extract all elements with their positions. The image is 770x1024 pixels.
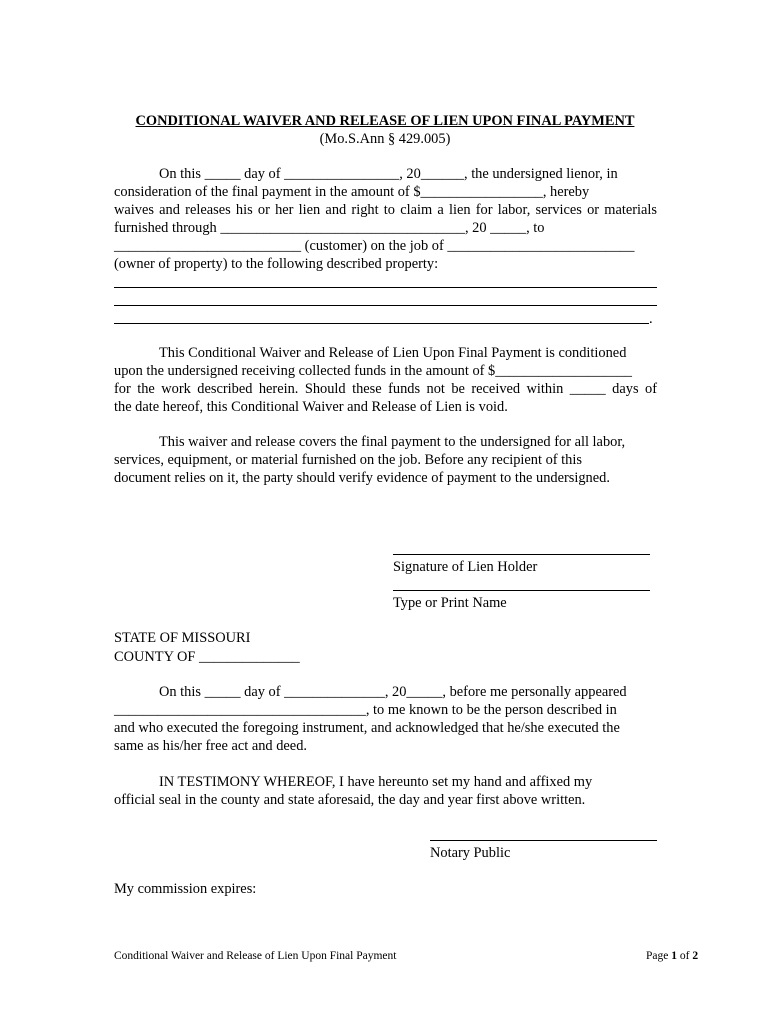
p4-line-3: and who executed the foregoing instrument, and acknowledged that he/she executed the xyxy=(114,720,620,736)
print-name-line xyxy=(393,590,650,591)
p2-line-4: the date hereof, this Conditional Waiver and Release of Lien is void. xyxy=(114,399,508,415)
p1-line-6: (owner of property) to the following described property: xyxy=(114,256,439,272)
footer-document-title: Conditional Waiver and Release of Lien Upon Final Payment xyxy=(114,950,397,962)
p3-line-1: This waiver and release covers the final payment to the undersigned for all labor, xyxy=(159,434,626,450)
p2-line-3: for the work described herein. Should these funds not be received within _____ days of xyxy=(114,381,657,397)
p1-line-1: On this _____ day of ________________, 20______, the undersigned lienor, in xyxy=(159,166,618,182)
p5-line-1: IN TESTIMONY WHEREOF, I have hereunto set my hand and affixed my xyxy=(159,774,593,790)
property-line-3 xyxy=(114,323,649,324)
p4-line-1: On this _____ day of ______________, 20_____, before me personally appeared xyxy=(159,684,627,700)
notary-label: Notary Public xyxy=(430,845,511,861)
property-line-2 xyxy=(114,305,657,306)
commission-expires-label: My commission expires: xyxy=(114,881,257,897)
property-line-1 xyxy=(114,287,657,288)
page-prefix: Page xyxy=(646,950,672,962)
page-separator: of xyxy=(676,950,693,962)
p3-line-3: document relies on it, the party should verify evidence of payment to the undersigned. xyxy=(114,470,610,486)
p4-line-4: same as his/her free act and deed. xyxy=(114,738,307,754)
property-period: . xyxy=(649,311,653,327)
notary-signature-line xyxy=(430,840,657,841)
print-name-label: Type or Print Name xyxy=(393,595,507,611)
lien-holder-signature-line xyxy=(393,554,650,555)
p4-line-2: ___________________________________, to me known to be the person described in xyxy=(114,702,617,718)
p1-line-2: consideration of the final payment in the amount of $_________________, hereby xyxy=(114,184,590,200)
p5-line-2: official seal in the county and state aforesaid, the day and year first above written. xyxy=(114,792,586,808)
p1-line-5: __________________________ (customer) on the job of __________________________ xyxy=(114,238,635,254)
signature-label: Signature of Lien Holder xyxy=(393,559,538,575)
statute-reference: (Mo.S.Ann § 429.005) xyxy=(319,131,451,147)
p3-line-2: services, equipment, or material furnished on the job. Before any recipient of this xyxy=(114,452,582,468)
page-number xyxy=(646,948,698,964)
p1-line-3: waives and releases his or her lien and right to claim a lien for labor, services or materials xyxy=(114,202,657,218)
current-page: 1 xyxy=(671,950,677,962)
state-line: STATE OF MISSOURI xyxy=(114,630,251,646)
total-pages: 2 xyxy=(692,950,699,962)
p2-line-1: This Conditional Waiver and Release of Lien Upon Final Payment is conditioned xyxy=(159,345,627,361)
document-title: CONDITIONAL WAIVER AND RELEASE OF LIEN UPON FINAL PAYMENT xyxy=(135,113,635,129)
p1-line-4: furnished through __________________________________, 20 _____, to xyxy=(114,220,545,236)
county-line: COUNTY OF ______________ xyxy=(114,649,300,665)
p2-line-2: upon the undersigned receiving collected funds in the amount of $___________________ xyxy=(114,363,632,379)
